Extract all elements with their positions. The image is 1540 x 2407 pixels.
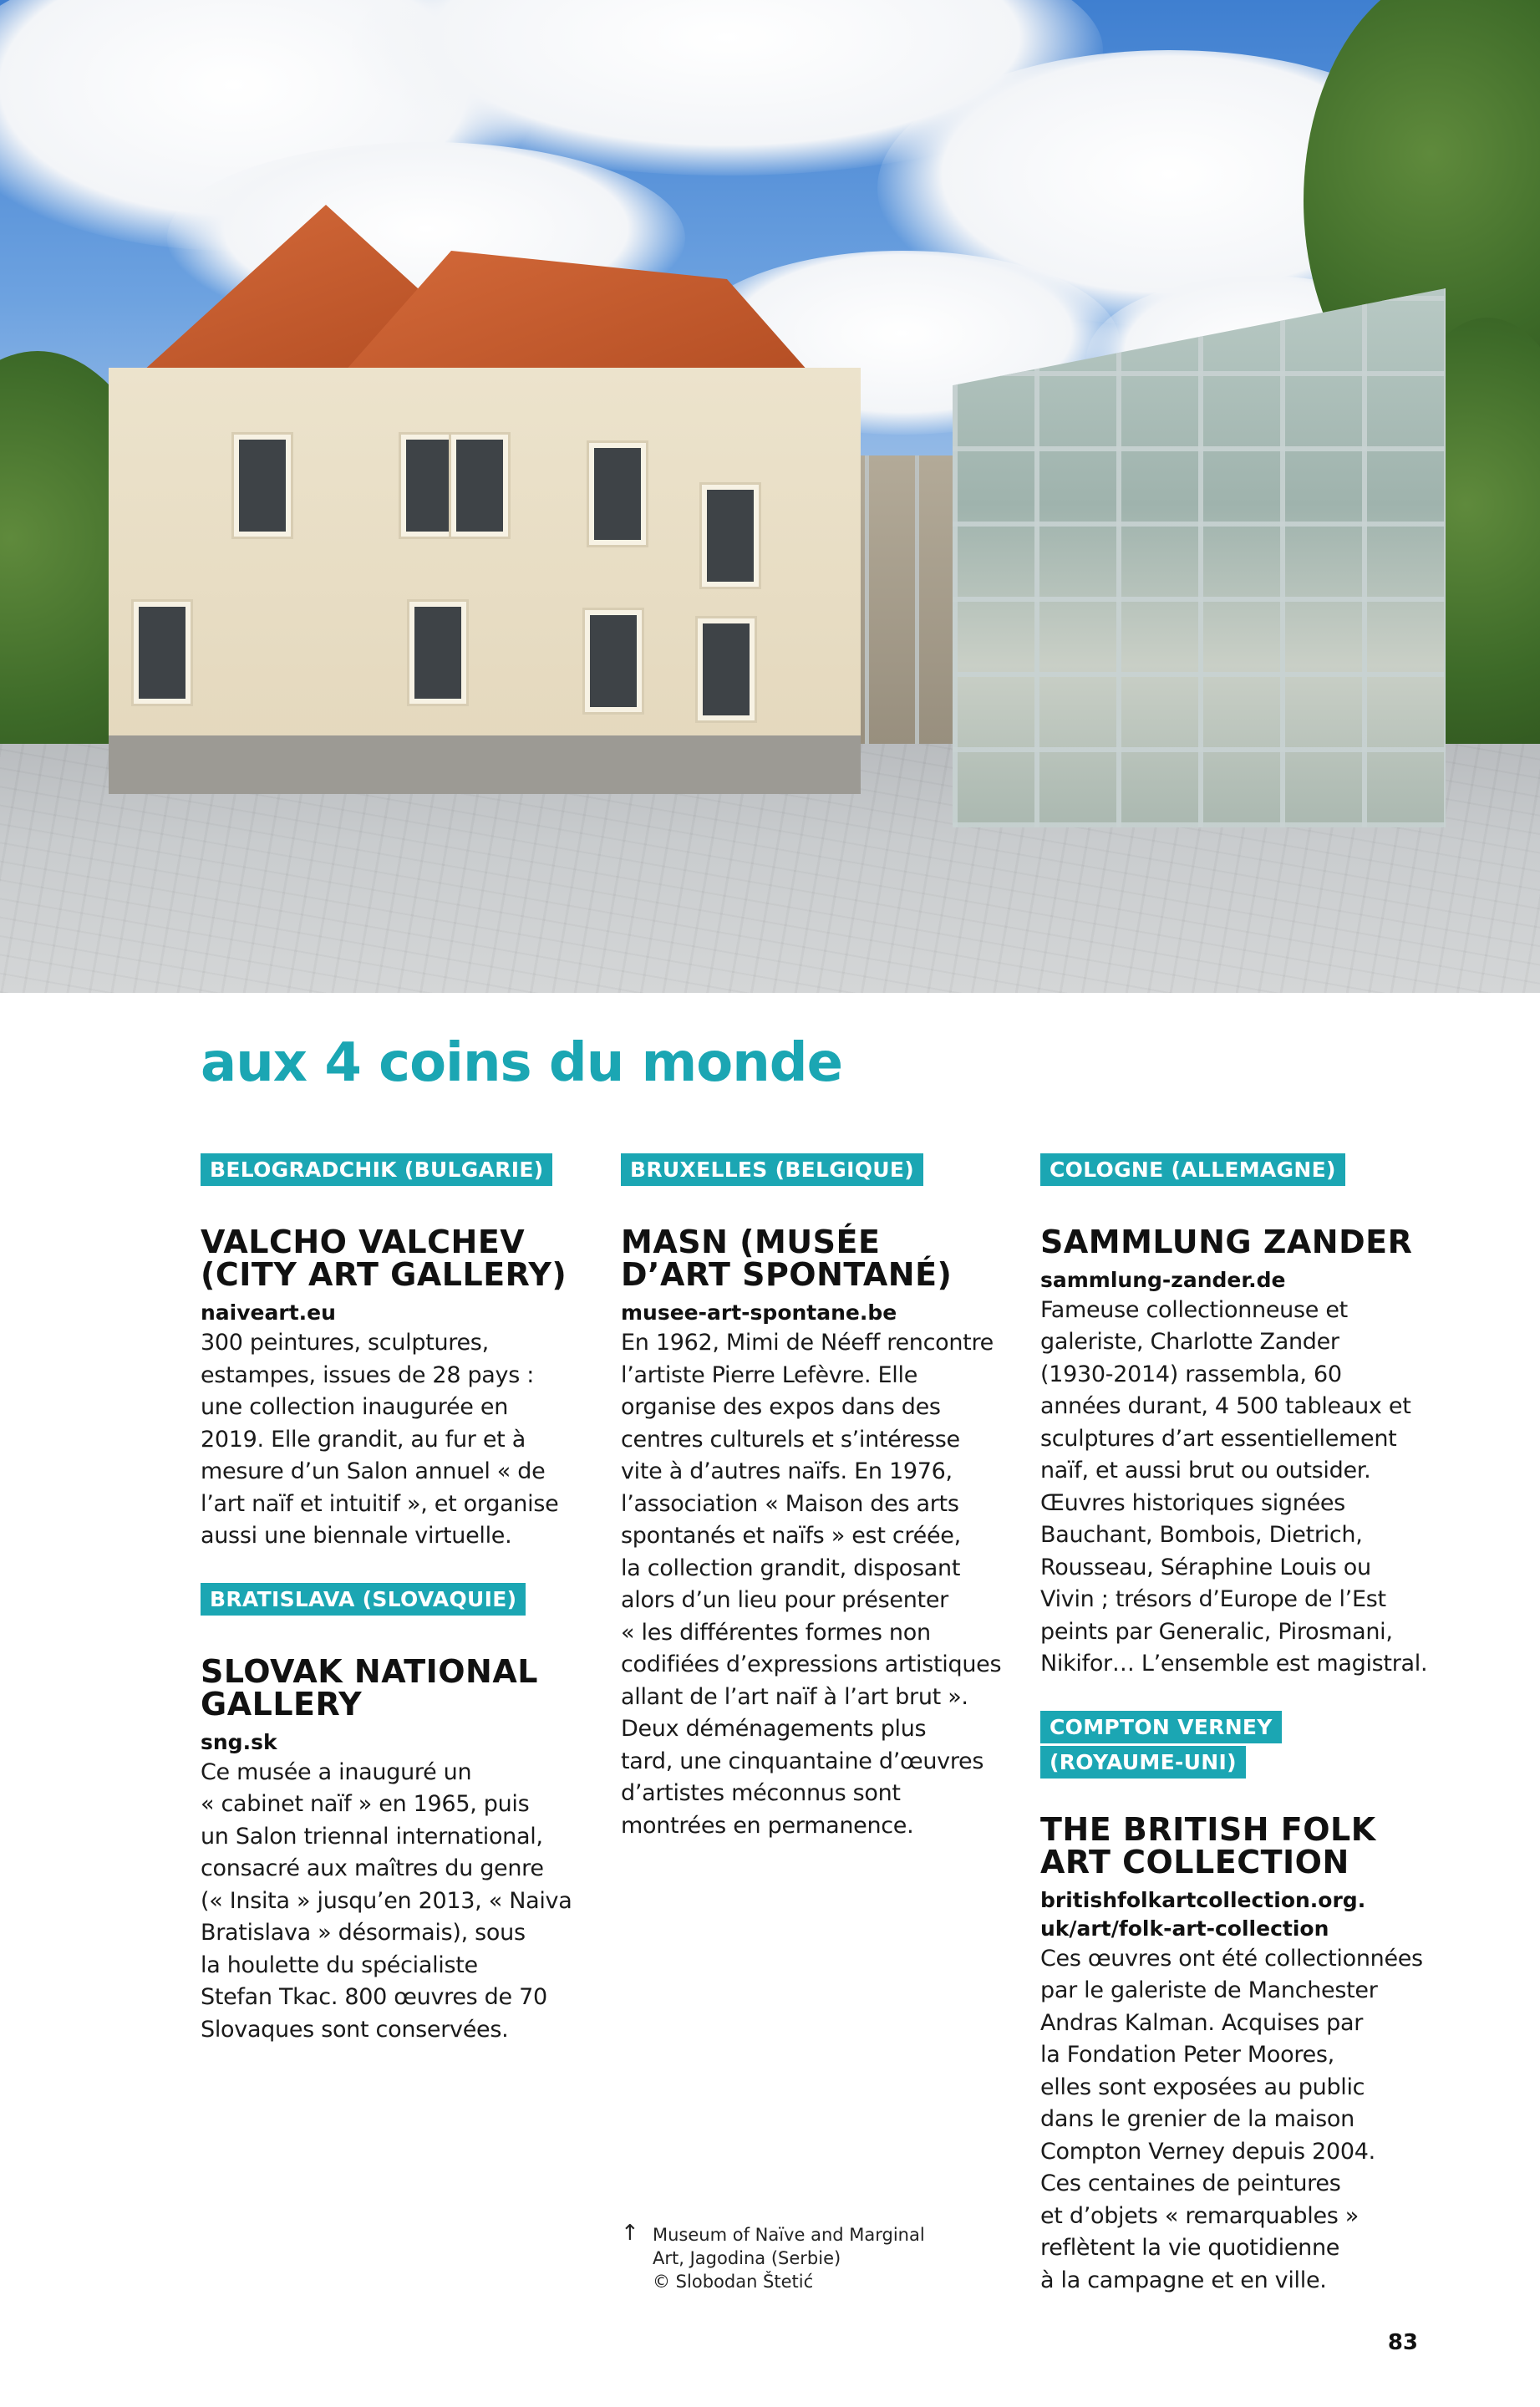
location-tag: (ROYAUME-UNI) bbox=[1040, 1746, 1246, 1779]
villa-window bbox=[401, 435, 458, 537]
villa-window bbox=[698, 618, 755, 720]
body-line: spontanés et naïfs » est créée, bbox=[621, 1523, 961, 1549]
museum-description bbox=[201, 1327, 593, 1553]
museum-url[interactable]: sammlung-zander.de bbox=[1040, 1268, 1286, 1293]
museum-description bbox=[1040, 1295, 1433, 1681]
photo-caption bbox=[621, 2223, 972, 2293]
body-line: Ces centaines de peintures bbox=[1040, 2170, 1341, 2197]
url-line[interactable]: uk/art/folk-art-collection bbox=[1040, 1916, 1329, 1941]
title-line: SLOVAK NATIONAL bbox=[201, 1652, 538, 1690]
villa-window bbox=[409, 602, 466, 704]
body-line: années durant, 4 500 tableaux et bbox=[1040, 1393, 1411, 1420]
villa-window bbox=[702, 485, 759, 587]
title-line: THE BRITISH FOLK bbox=[1040, 1810, 1376, 1848]
body-line: (« Insita » jusqu’en 2013, « Naiva bbox=[201, 1887, 572, 1914]
museum-description bbox=[201, 1757, 593, 2047]
body-line: montrées en permanence. bbox=[621, 1812, 914, 1839]
column-1 bbox=[201, 1153, 593, 2046]
location-tag: BRATISLAVA (SLOVAQUIE) bbox=[201, 1583, 526, 1616]
body-line: un Salon triennal international, bbox=[201, 1823, 543, 1850]
body-line: codifiées d’expressions artistiques bbox=[621, 1651, 1002, 1677]
location-tag: COLOGNE (ALLEMAGNE) bbox=[1040, 1153, 1345, 1186]
body-line: d’artistes méconnus sont bbox=[621, 1780, 901, 1806]
museum-title bbox=[1040, 1226, 1433, 1259]
entry-sammlung-zander bbox=[1040, 1153, 1433, 1681]
body-line: Bratislava » désormais), sous bbox=[201, 1920, 526, 1946]
location-tag: BRUXELLES (BELGIQUE) bbox=[621, 1153, 923, 1186]
body-line: aussi une biennale virtuelle. bbox=[201, 1523, 512, 1549]
body-line: Vivin ; trésors d’Europe de l’Est bbox=[1040, 1586, 1386, 1613]
arrow-up-icon: ↑ bbox=[621, 2221, 639, 2246]
body-line: l’artiste Pierre Lefèvre. Elle bbox=[621, 1361, 918, 1388]
villa-window bbox=[451, 435, 508, 537]
body-line: 2019. Elle grandit, au fur et à bbox=[201, 1426, 526, 1453]
villa-window bbox=[134, 602, 191, 704]
body-line: Stefan Tkac. 800 œuvres de 70 bbox=[201, 1984, 547, 2010]
caption-line: Museum of Naïve and Marginal bbox=[653, 2225, 925, 2245]
body-line: consacré aux maîtres du genre bbox=[201, 1855, 544, 1881]
villa-window bbox=[234, 435, 291, 537]
body-line: Bauchant, Bombois, Dietrich, bbox=[1040, 1522, 1363, 1549]
body-line: l’art naïf et intuitif », et organise bbox=[201, 1490, 559, 1517]
body-line: une collection inaugurée en bbox=[201, 1394, 509, 1420]
museum-url[interactable]: naiveart.eu bbox=[201, 1300, 336, 1326]
hero-photo bbox=[0, 0, 1540, 993]
body-line: Ces œuvres ont été collectionnées bbox=[1040, 1945, 1423, 1972]
url-line[interactable]: britishfolkartcollection.org. bbox=[1040, 1888, 1366, 1913]
museum-url[interactable]: musee-art-spontane.be bbox=[621, 1300, 897, 1326]
body-line: Deux déménagements plus bbox=[621, 1716, 927, 1742]
museum-title bbox=[1040, 1810, 1433, 1880]
body-line: et d’objets « remarquables » bbox=[1040, 2202, 1360, 2229]
museum-description bbox=[1040, 1943, 1433, 2298]
column-2 bbox=[621, 1153, 1014, 1842]
body-line: En 1962, Mimi de Néeff rencontre bbox=[621, 1330, 994, 1356]
entry-slovak-national-gallery bbox=[201, 1583, 593, 2047]
body-line: (1930-2014) rassembla, 60 bbox=[1040, 1361, 1342, 1387]
caption-line: Art, Jagodina (Serbie) bbox=[653, 2248, 841, 2268]
museum-title bbox=[621, 1224, 1014, 1294]
body-line: organise des expos dans des bbox=[621, 1394, 941, 1420]
location-tag: BELOGRADCHIK (BULGARIE) bbox=[201, 1153, 552, 1186]
body-line: l’association « Maison des arts bbox=[621, 1490, 959, 1517]
museum-url[interactable]: sng.sk bbox=[201, 1729, 277, 1754]
villa-base bbox=[109, 735, 861, 794]
entry-masn bbox=[621, 1153, 1014, 1842]
body-line: mesure d’un Salon annuel « de bbox=[201, 1458, 546, 1484]
body-line: Rousseau, Séraphine Louis ou bbox=[1040, 1554, 1371, 1580]
museum-description bbox=[621, 1327, 1014, 1842]
body-line: galeriste, Charlotte Zander bbox=[1040, 1329, 1339, 1356]
page-heading: aux 4 coins du monde bbox=[201, 1032, 842, 1094]
body-line: Compton Verney depuis 2004. bbox=[1040, 2138, 1375, 2165]
location-tag: COMPTON VERNEY bbox=[1040, 1711, 1282, 1743]
body-line: Andras Kalman. Acquises par bbox=[1040, 2009, 1364, 2036]
museum-title bbox=[201, 1224, 593, 1294]
museum-title bbox=[201, 1652, 593, 1723]
caption-line: © Slobodan Štetić bbox=[653, 2272, 814, 2292]
title-line: GALLERY bbox=[201, 1685, 363, 1723]
body-line: peints par Generalic, Pirosmani, bbox=[1040, 1618, 1393, 1645]
entry-british-folk-art-collection bbox=[1040, 1711, 1433, 2297]
title-line: ART COLLECTION bbox=[1040, 1844, 1349, 1880]
body-line: allant de l’art naïf à l’art brut ». bbox=[621, 1683, 968, 1710]
body-line: estampes, issues de 28 pays : bbox=[201, 1361, 535, 1388]
body-line: dans le grenier de la maison bbox=[1040, 2106, 1354, 2133]
body-line: sculptures d’art essentiellement bbox=[1040, 1425, 1397, 1452]
body-line: Fameuse collectionneuse et bbox=[1040, 1296, 1348, 1323]
entry-valcho-valchev bbox=[201, 1153, 593, 1553]
body-line: Nikifor… L’ensemble est magistral. bbox=[1040, 1651, 1428, 1677]
body-line: Ce musée a inauguré un bbox=[201, 1758, 472, 1785]
body-line: la Fondation Peter Moores, bbox=[1040, 2042, 1334, 2069]
body-line: 300 peintures, sculptures, bbox=[201, 1330, 489, 1356]
body-line: reflètent la vie quotidienne bbox=[1040, 2235, 1340, 2262]
villa-window bbox=[589, 443, 646, 545]
body-line: vite à d’autres naïfs. En 1976, bbox=[621, 1458, 953, 1484]
body-line: Slovaques sont conservées. bbox=[201, 2016, 509, 2043]
body-line: elles sont exposées au public bbox=[1040, 2074, 1365, 2100]
body-line: tard, une cinquantaine d’œuvres bbox=[621, 1748, 984, 1774]
body-line: « cabinet naïf » en 1965, puis bbox=[201, 1791, 530, 1817]
title-line: MASN (MUSÉE bbox=[621, 1224, 881, 1260]
body-line: centres culturels et s’intéresse bbox=[621, 1426, 960, 1453]
title-line: SAMMLUNG ZANDER bbox=[1040, 1224, 1413, 1260]
body-line: « les différentes formes non bbox=[621, 1619, 931, 1646]
body-line: par le galeriste de Manchester bbox=[1040, 1977, 1378, 2004]
title-line: (CITY ART GALLERY) bbox=[201, 1256, 567, 1294]
body-line: alors d’un lieu pour présenter bbox=[621, 1587, 948, 1613]
caption-text bbox=[653, 2223, 972, 2293]
title-line: D’ART SPONTANÉ) bbox=[621, 1256, 953, 1294]
body-line: naïf, et aussi brut ou outsider. bbox=[1040, 1458, 1371, 1484]
body-line: la houlette du spécialiste bbox=[201, 1952, 478, 1978]
villa-window bbox=[585, 610, 642, 712]
body-line: Œuvres historiques signées bbox=[1040, 1489, 1345, 1516]
title-line: VALCHO VALCHEV bbox=[201, 1224, 526, 1260]
column-3 bbox=[1040, 1153, 1433, 2297]
museum-url[interactable] bbox=[1040, 1886, 1433, 1943]
body-line: à la campagne et en ville. bbox=[1040, 2267, 1327, 2293]
page-number: 83 bbox=[1387, 2330, 1418, 2355]
body-line: la collection grandit, disposant bbox=[621, 1555, 961, 1581]
